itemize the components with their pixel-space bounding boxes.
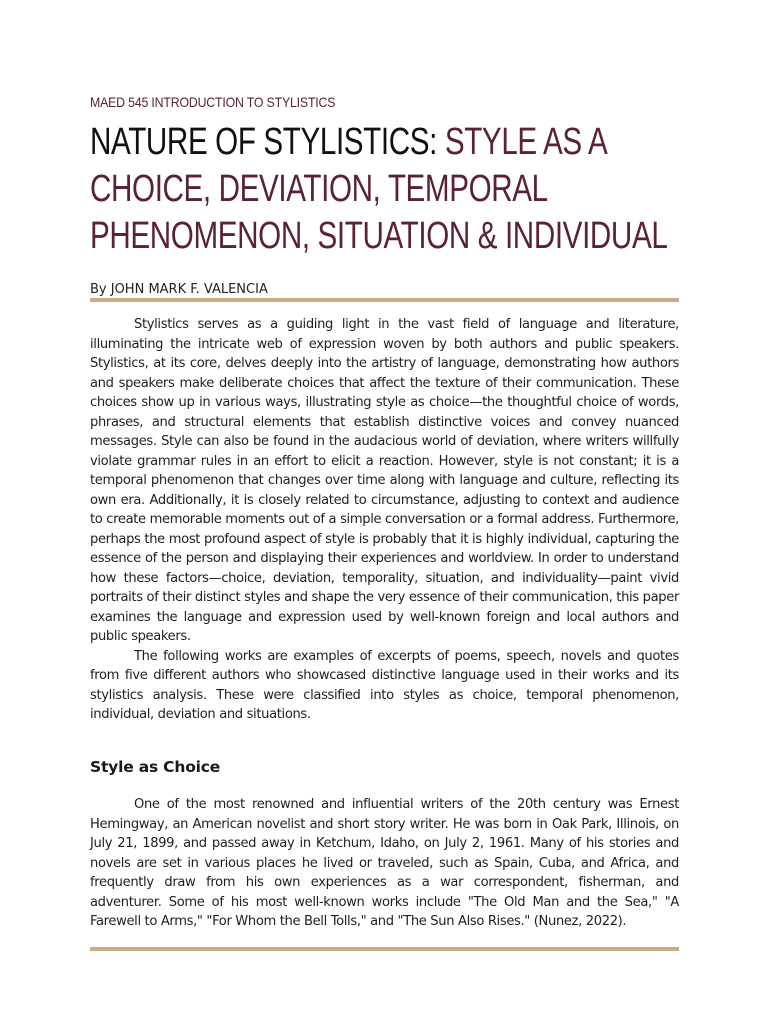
document-header <box>90 94 679 297</box>
title-lead: NATURE OF STYLISTICS: <box>90 121 445 163</box>
intro-paragraph-1: Stylistics serves as a guiding light in the vast field of language and literature, illuminating the intricate web of expression woven by both authors and public speakers. Stylistics, at its core, delves deeply into the artistry of language, demonstrating how authors and speakers make deliberate choices that affect the texture of their communication. These choices show up in various ways, illustrating style as choice—the thoughtful choice of words, phrases, and structural elements that establish distinctive voices and convey nuanced messages. Style can also be found in the audacious world of deviation, where writers willfully violate grammar rules in an effort to elicit a reaction. However, style is not constant; it is a temporal phenomenon that changes over time along with language and culture, reflecting its own era. Additionally, it is closely related to circumstance, adjusting to context and audience to create memorable moments out of a simple conversation or a formal address. Furthermore, perhaps the most profound aspect of style is probably that it is highly individual, capturing the essence of the person and displaying their experiences and worldview. In order to understand how these factors—choice, deviation, temporality, situation, and individuality—paint vivid portraits of their distinct styles and shape the very essence of their communication, this paper examines the language and expression used by well-known foreign and local authors and public speakers. <box>90 317 679 644</box>
document-body <box>90 315 679 932</box>
bottom-divider <box>90 947 679 951</box>
course-label: MAED 545 INTRODUCTION TO STYLISTICS <box>90 94 336 110</box>
title-rest: STYLE AS A CHOICE, DEVIATION, TEMPORAL PHENOMENON, SITUATION & INDIVIDUAL <box>90 121 668 257</box>
intro-paragraph-2: The following works are examples of excerpts of poems, speech, novels and quotes from five different authors who showcased distinctive language used in their works and its stylistics analysis. These were classified into styles as choice, temporal phenomenon, individual, deviation and situations. <box>90 648 679 722</box>
section-heading: Style as Choice <box>90 757 221 776</box>
page-title <box>90 119 683 260</box>
top-divider <box>90 298 679 302</box>
section-paragraph: One of the most renowned and influential writers of the 20th century was Ernest Hemingway, an American novelist and short story writer. He was born in Oak Park, Illinois, on July 21, 1899, and passed away in Ketchum, Idaho, on July 2, 1961. Many of his stories and novels are set in various places he lived or traveled, such as Spain, Cuba, and Africa, and frequently draw from his own experiences as a war correspondent, fisherman, and adventurer. Some of his most well-known works include "The Old Man and the Sea," "A Farewell to Arms," "For Whom the Bell Tolls," and "The Sun Also Rises." (Nunez, 2022). <box>90 797 679 929</box>
author-byline: By JOHN MARK F. VALENCIA <box>90 282 268 297</box>
